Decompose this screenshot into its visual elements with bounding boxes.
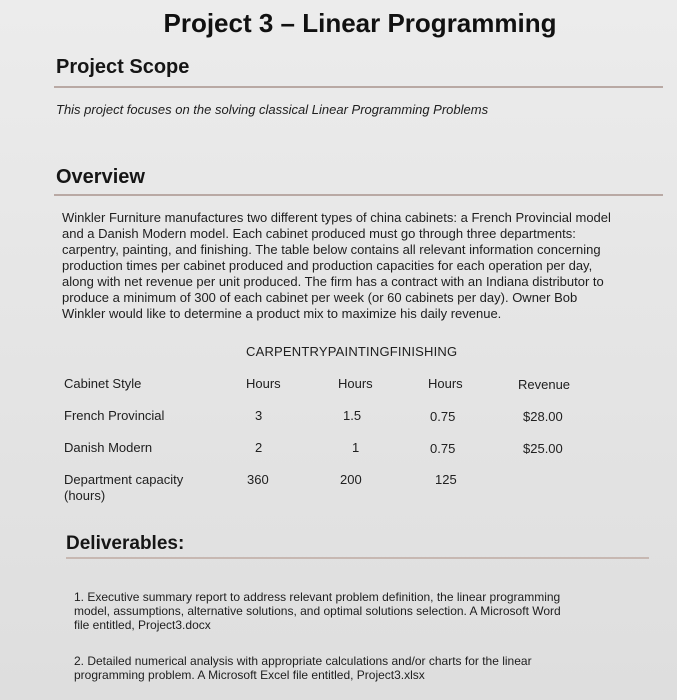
deliverable-line: 2. Detailed numerical analysis with appropriate calculations and/or charts for the linear bbox=[74, 654, 532, 668]
project-scope-text: This project focuses on the solving classical Linear Programming Problems bbox=[56, 102, 489, 117]
carpentry-value: 3 bbox=[255, 408, 263, 423]
finishing-value: 0.75 bbox=[430, 409, 456, 424]
carpentry-capacity: 360 bbox=[247, 472, 269, 487]
deliverable-line: model, assumptions, alternative solutions, and optimal solutions selection. A Microsoft Word bbox=[74, 604, 561, 618]
column-header-carpentry-hours: Hours bbox=[246, 376, 281, 391]
overview-line: carpentry, painting, and finishing. The table below contains all relevant information concerning bbox=[62, 242, 601, 257]
row-label: French Provincial bbox=[64, 408, 165, 423]
row-label: Danish Modern bbox=[64, 440, 153, 455]
overview-line: and a Danish Modern model. Each cabinet produced must go through three departments: bbox=[62, 226, 576, 241]
column-header-finishing-hours: Hours bbox=[428, 376, 463, 391]
finishing-capacity: 125 bbox=[435, 472, 457, 487]
painting-capacity: 200 bbox=[340, 472, 362, 487]
project-scope-divider bbox=[54, 86, 663, 88]
carpentry-value: 2 bbox=[255, 440, 263, 455]
row-label-unit: (hours) bbox=[64, 488, 106, 503]
overview-paragraph bbox=[62, 210, 662, 322]
project-scope-heading: Project Scope bbox=[56, 56, 190, 78]
revenue-value: $28.00 bbox=[523, 409, 563, 424]
revenue-value: $25.00 bbox=[523, 441, 563, 456]
deliverable-line: 1. Executive summary report to address relevant problem definition, the linear programming bbox=[74, 590, 561, 604]
deliverables-heading: Deliverables: bbox=[66, 533, 185, 554]
column-header-cabinet-style: Cabinet Style bbox=[64, 376, 142, 391]
overview-line: production times per cabinet produced and production capacities for each operation per day, bbox=[62, 258, 593, 273]
overview-heading: Overview bbox=[56, 166, 145, 188]
overview-line: Winkler would like to determine a product mix to maximize his daily revenue. bbox=[62, 306, 502, 321]
deliverable-item bbox=[74, 590, 644, 632]
deliverable-line: file entitled, Project3.docx bbox=[74, 618, 211, 632]
finishing-value: 0.75 bbox=[430, 441, 456, 456]
column-header-painting-hours: Hours bbox=[338, 376, 373, 391]
overview-divider bbox=[54, 194, 663, 196]
column-header-revenue: Revenue bbox=[518, 377, 571, 392]
department-header: CARPENTRYPAINTINGFINISHING bbox=[246, 344, 458, 359]
row-label: Department capacity bbox=[64, 472, 184, 487]
overview-line: produce a minimum of 300 of each cabinet per week (or 60 cabinets per day). Owner Bob bbox=[62, 290, 578, 305]
overview-line: Winkler Furniture manufactures two different types of china cabinets: a French Provincial model bbox=[62, 210, 611, 225]
painting-value: 1.5 bbox=[343, 408, 362, 423]
deliverable-item bbox=[74, 654, 644, 682]
page-title: Project 3 – Linear Programming bbox=[163, 8, 557, 38]
overview-line: along with net revenue per unit produced. The firm has a contract with an Indiana distributor to bbox=[62, 274, 604, 289]
painting-value: 1 bbox=[352, 440, 360, 455]
deliverable-line: programming problem. A Microsoft Excel file entitled, Project3.xlsx bbox=[74, 668, 425, 682]
deliverables-divider bbox=[66, 557, 649, 559]
